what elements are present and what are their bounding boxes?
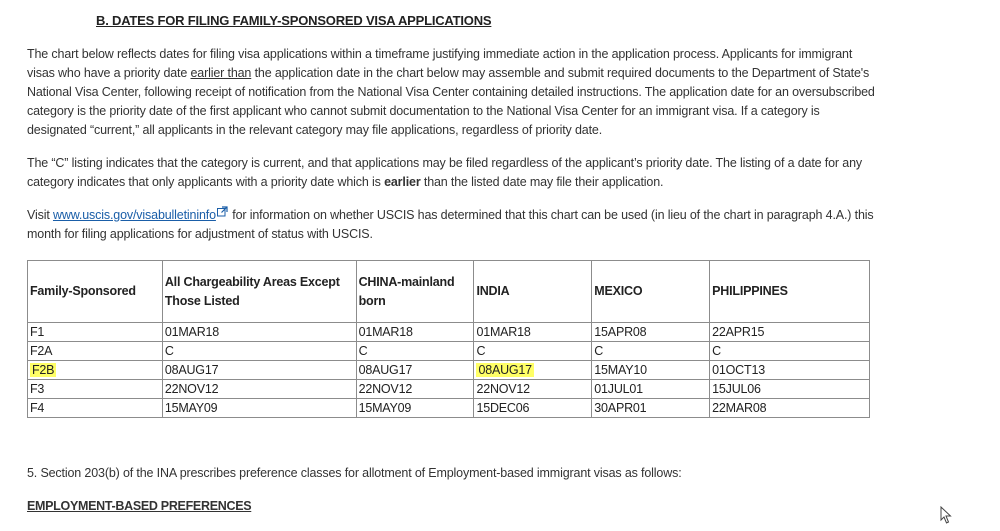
- table-cell: C: [474, 342, 592, 361]
- paragraph-text: Visit: [27, 208, 53, 222]
- table-cell: F1: [28, 323, 163, 342]
- table-cell: 01MAR18: [162, 323, 356, 342]
- table-cell: 15MAY09: [356, 399, 474, 418]
- highlighted-text: 08AUG17: [478, 363, 532, 377]
- table-row: [28, 342, 870, 361]
- column-header: CHINA-mainland born: [356, 261, 474, 323]
- table-cell: 15DEC06: [474, 399, 592, 418]
- column-header: INDIA: [474, 261, 592, 323]
- table-cell: F2A: [28, 342, 163, 361]
- highlighted-text: F2B: [32, 363, 55, 377]
- table-header-row: [28, 261, 870, 323]
- table-cell: 22MAR08: [710, 399, 870, 418]
- employment-preferences-title: EMPLOYMENT-BASED PREFERENCES: [27, 499, 252, 513]
- column-header: PHILIPPINES: [710, 261, 870, 323]
- table-cell: 22NOV12: [162, 380, 356, 399]
- table-cell: 15MAY10: [592, 361, 710, 380]
- table-cell: C: [710, 342, 870, 361]
- table-row: [28, 323, 870, 342]
- table-cell: 01OCT13: [710, 361, 870, 380]
- filing-dates-table: [27, 260, 870, 418]
- table-cell: 15MAY09: [162, 399, 356, 418]
- column-header: All Chargeability Areas Except Those Listed: [162, 261, 356, 323]
- table-cell: 01MAR18: [356, 323, 474, 342]
- table-cell: 22NOV12: [474, 380, 592, 399]
- section-title: B. DATES FOR FILING FAMILY-SPONSORED VISA APPLICATIONS: [96, 13, 492, 28]
- column-header: MEXICO: [592, 261, 710, 323]
- current-listing-paragraph: [27, 154, 877, 192]
- section-203b-footnote: 5. Section 203(b) of the INA prescribes preference classes for allotment of Employment-based immigrant visas as follows:: [27, 466, 682, 480]
- table-row: [28, 399, 870, 418]
- intro-paragraph: [27, 45, 877, 140]
- table-cell: 08AUG17: [162, 361, 356, 380]
- table-cell: C: [356, 342, 474, 361]
- table-cell: 15APR08: [592, 323, 710, 342]
- table-cell: F4: [28, 399, 163, 418]
- table-cell: 30APR01: [592, 399, 710, 418]
- underlined-text: earlier than: [190, 66, 252, 80]
- paragraph-text: The “C” listing indicates that the category is current, and that applications may be filed regardless of the applicant’s priority date. The listing of a date for any category indicates that only applicants with a priority date which is: [27, 156, 862, 189]
- uscis-link[interactable]: www.uscis.gov/visabulletininfo: [52, 208, 216, 222]
- paragraph-text: for information on whether USCIS has determined that this chart can be used (in lieu of the chart in paragraph 4.A.) this month for filing applications for adjustment of status with USCIS.: [27, 208, 874, 241]
- table-row: [28, 361, 870, 380]
- external-link-icon: [217, 206, 228, 217]
- table-cell: [474, 361, 592, 380]
- table-row: [28, 380, 870, 399]
- uscis-paragraph: [27, 206, 877, 244]
- table-cell: 08AUG17: [356, 361, 474, 380]
- table-cell: 22APR15: [710, 323, 870, 342]
- bold-text: earlier: [384, 175, 421, 189]
- table-cell: 01JUL01: [592, 380, 710, 399]
- table-cell: C: [162, 342, 356, 361]
- table-cell: [28, 361, 163, 380]
- table-cell: C: [592, 342, 710, 361]
- paragraph-text: than the listed date may file their application.: [420, 175, 664, 189]
- table-cell: F3: [28, 380, 163, 399]
- paragraph-text: The chart below reflects dates for filing visa applications within a timeframe justifying immediate action in the application process. Applicants for immigrant visas who have a priority date: [27, 47, 853, 80]
- column-header: Family-Sponsored: [28, 261, 163, 323]
- table-cell: 01MAR18: [474, 323, 592, 342]
- paragraph-text: the application date in the chart below may assemble and submit required documents to the Department of State's National Visa Center, following receipt of notification from the National Visa Center containing detailed instructions. The application date for an oversubscribed category is the priority date of the first applicant who cannot submit documentation to the National Visa Center for an immigrant visa. If a category is designated “current,” all applicants in the relevant category may file applications, regardless of priority date.: [27, 66, 875, 137]
- mouse-cursor-icon: [940, 506, 952, 524]
- table-cell: 15JUL06: [710, 380, 870, 399]
- table-cell: 22NOV12: [356, 380, 474, 399]
